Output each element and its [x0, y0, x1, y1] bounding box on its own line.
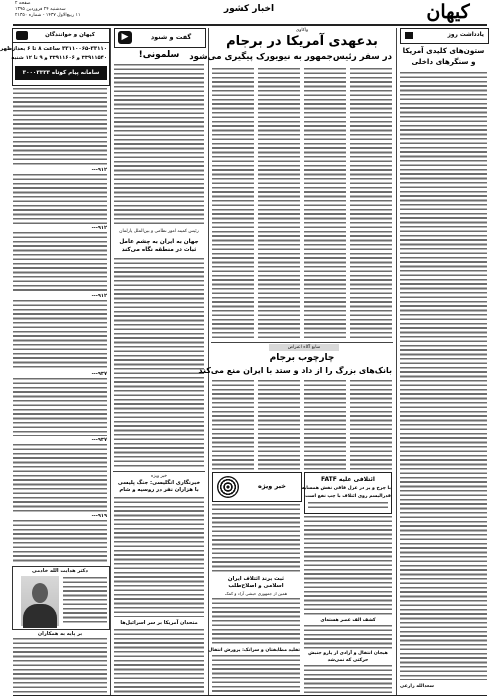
box3-sub2: تقلید مطابقتان و سرانک: پرورش انتقال [208, 648, 300, 653]
notes-bottom-title-3: متحدان آمریکا بر سر اسرائیل‌ها [120, 620, 198, 626]
notes-bottom-text-2 [114, 629, 204, 694]
editorial-title-2: و سنگرهای داخلی [411, 57, 476, 66]
letters-text-8 [13, 638, 107, 694]
main-headline-1: بدعهدی آمریکا در برجام [226, 34, 378, 49]
dialogue-subtitle: جهان به ایران به چشم عامل ثبات در منطقه نگاه می‌کند [119, 239, 199, 253]
second-text-col-3 [304, 380, 346, 470]
second-headline-1: چارچوب برجام [269, 353, 335, 363]
letter-heading-1: ۹۱۲--- [91, 167, 107, 173]
notes-bottom-text [114, 497, 204, 617]
fatf-box [301, 472, 392, 694]
dialogue-title: سلمونی! [138, 50, 180, 60]
fatf-title: ائتلافی علیه FATF [321, 476, 375, 483]
letter-heading-6: ۹۱۹--- [91, 513, 107, 519]
special-box-title: خبر ویژه [257, 482, 286, 490]
author-box [12, 566, 110, 630]
second-text-col-4 [350, 380, 392, 470]
main-headline-2: در سفر رئیس‌جمهور به نیویورک پیگیری می‌شود [189, 52, 392, 62]
main-kicker: واکاوی [295, 28, 309, 33]
editorial-title-1: ستون‌های کلیدی آمریکا [402, 46, 485, 55]
fatf-text-2 [304, 625, 392, 649]
dialogue-header [114, 28, 206, 48]
letters-text-5 [13, 378, 107, 436]
readers-phone-2: ۳۳۹۱۱۵۴۰ و ۳۳۹۱۱۶۰۶ و ۹ تا ۱۲ شنبه [11, 55, 107, 61]
box3-subtitle: اسلامی و اصلاح‌طلب [228, 583, 284, 589]
masthead [9, 0, 491, 26]
notes-bottom-kicker: خبر ویژه [151, 474, 167, 479]
letters-text-1 [13, 88, 107, 166]
special-box-text-1 [212, 504, 300, 574]
col-divider-1 [110, 28, 111, 696]
fatf-frame-text [308, 502, 388, 511]
special-box-text-2 [212, 598, 300, 646]
author-text [63, 577, 107, 625]
readers-box-title: کیهان و خوانندگان [45, 32, 95, 38]
second-story-top-rule [211, 342, 393, 343]
readers-phone-1: ۳۳۱۱۰۰۶۵-۳۳۱۱۰ ساعت ۸ تا ۶ بعدازظهر [0, 46, 107, 52]
editorial-mark-icon [405, 32, 413, 39]
second-kicker-bar: منابع آگاه اعتراض [269, 344, 339, 351]
col-divider-3 [396, 28, 397, 696]
fatf-text-3 [304, 665, 392, 693]
page-number: صفحه ۲ [15, 1, 31, 6]
sms-bar: سامانه پیام کوتاه ۳۰۰۰۳۳۳۳ [15, 66, 107, 80]
readers-box-header [13, 29, 109, 43]
dialogue-logo-icon: ▶ [118, 31, 132, 44]
masthead-rule [13, 24, 487, 26]
letters-text-3 [13, 232, 107, 292]
letter-heading-3: ۹۱۲--- [91, 293, 107, 299]
letter-heading-4: ۹۳۷--- [91, 371, 107, 377]
editorial-header [400, 28, 489, 44]
photo-caption: رئیس کمیته امور نظامی و بین‌الملل پارلمان [119, 229, 199, 234]
dialogue-header-title: گفت و شنود [150, 33, 192, 41]
date-line: سه‌شنبه ۲۴ فروردین ۱۳۹۵ [15, 7, 66, 12]
fatf-sub-5: حرکتی که نمی‌شد [327, 658, 369, 663]
special-box [208, 472, 300, 694]
fatf-sub-1: با چرخ و پر در عزل فاقی نقش همسایه [301, 486, 391, 491]
bottom-box-title: بر پایه به همکاران [37, 631, 83, 637]
section-title: اخبار کشور [223, 4, 275, 14]
letters-text-7 [13, 520, 107, 562]
fatf-sub-4: هیجان انتقال و آزادی از پارو جنبش [308, 651, 388, 656]
notes-bottom-title-2: با هزاران نفر در روسیه و شام [119, 487, 199, 493]
editorial-author: سعدالله زارعی [400, 684, 434, 689]
fatf-text-1 [304, 516, 392, 616]
notes-bottom-title-1: خبرنگاری انگلیسی: جنگ پلیسی [117, 480, 201, 486]
box3-title: ثبت برند ائتلاف ایران [227, 576, 285, 582]
notes-divider [113, 471, 205, 472]
letters-text-4 [13, 300, 107, 370]
main-text-col-4 [350, 68, 392, 338]
author-shoulders [23, 604, 57, 628]
phone-icon [16, 31, 28, 40]
issue-line: ۱۱ ربیع‌الاول ۱۴۳۷ - شماره ۲۱۳۵۰ [15, 13, 81, 18]
spiral-logo-icon [217, 476, 239, 498]
editorial-text [400, 72, 487, 680]
second-text-col-2 [258, 380, 300, 470]
fatf-box-frame [301, 472, 392, 514]
second-headline-2: بانک‌های بزرگ را از داد و ستد با ایران منع می‌کند [198, 366, 392, 375]
special-box-text-3 [212, 655, 300, 693]
editorial-header-title: یادداشت روز [447, 32, 484, 38]
fatf-sub-3: کشف الف عصر هسته‌ای [320, 618, 376, 623]
author-name: دکتر هدایت الله خادمی [32, 568, 88, 574]
col-divider-2 [208, 28, 209, 696]
newspaper-logo: کیهان [426, 1, 470, 23]
letters-text-6 [13, 444, 107, 512]
fatf-sub-2: فدرالیسم روی ائتلاف با چپ نفع است [305, 494, 391, 499]
author-photo [21, 576, 59, 626]
letter-heading-5: ۹۳۷--- [91, 437, 107, 443]
dialogue-text [114, 64, 204, 226]
bottom-rule [13, 695, 487, 696]
letters-text-2 [13, 174, 107, 224]
main-text-col-3 [304, 68, 346, 338]
main-text-col-2 [258, 68, 300, 338]
main-text-col-1 [212, 68, 254, 338]
box3-author: همین از جمهوری حبشی آزاد و کمک [224, 591, 288, 596]
letter-heading-2: ۹۱۲--- [91, 225, 107, 231]
second-text-col-1 [212, 380, 254, 470]
special-box-header [212, 472, 302, 502]
readers-box [0, 28, 110, 86]
dialogue-text-2 [114, 258, 204, 468]
author-head [32, 583, 48, 603]
